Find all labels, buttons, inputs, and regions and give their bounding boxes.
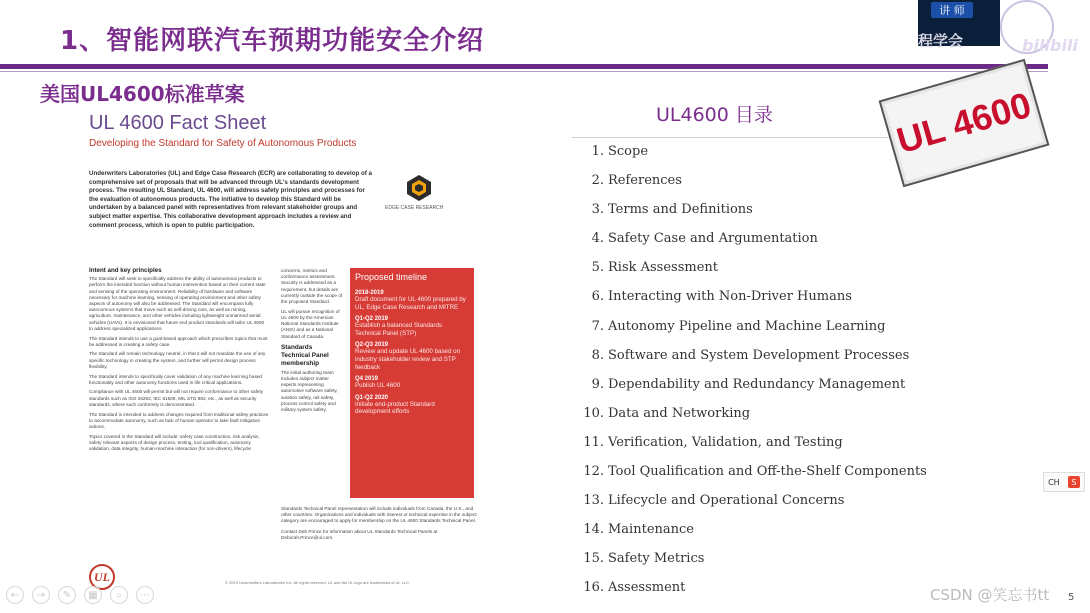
edge-case-research-logo-icon [405, 174, 433, 202]
slide-title: 1、智能网联汽车预期功能安全介绍 [60, 26, 485, 56]
presentation-controls [6, 586, 154, 604]
pen-tool-button[interactable]: ✎ [58, 586, 76, 604]
timeline-text: Draft document for UL 4600 prepared by UL, Edge Case Research and MITRE [355, 296, 466, 311]
principle-paragraph: The Standard will seek to specifically address the ability of autonomous products to perform the intended function without human intervention based on their current state and sensing of the operating environment. Reliability of hardware and software necessary for machine learning, sensing of operating environment and other safety aspects of autonomy will also be addressed. The Standard will encompass fully autonomous systems that move such as self-driving cars, as well as mining, agriculture, maintenance, and other vehicles including lightweight unmanned aerial vehicles (UAVs). It is envisioned that future end product standards will tailor UL 4600 to address specialized applications. [89, 276, 266, 331]
toc-item: 12. Tool Qualification and Off-the-Shelf Components [583, 464, 927, 480]
fact-sheet-footer: © 2019 Underwriters Laboratories Inc. All rights reserved. UL and the UL logo are trademarks of UL LLC. [225, 580, 411, 585]
key-principles-heading: Intent and key principles [89, 267, 162, 274]
fact-sheet-document [85, 108, 485, 598]
header-divider [0, 64, 1048, 69]
toc-item: 2. References [591, 173, 682, 189]
toc-item: 8. Software and System Development Processes [591, 347, 910, 363]
timeline-text: Initiate end-product Standard development efforts [355, 400, 435, 416]
toc-item: 3. Terms and Definitions [591, 202, 753, 218]
timeline-heading: Proposed timeline [355, 272, 428, 282]
prev-slide-button[interactable]: ← [6, 586, 24, 604]
ime-indicator[interactable] [1043, 472, 1085, 492]
toc-item: 15. Safety Metrics [583, 551, 705, 567]
principle-paragraph: The Standard will remain technology neutral, in that it will not mandate the use of any specific technology in creating the system, and further will permit design process flexibility. [89, 351, 266, 369]
principle-paragraph: Topics covered in the Standard will include: safety case construction, risk analysis, safety relevant aspects of design process, testing, tool qualification, autonomy validation, data integrity, human-machine interaction (for non-drivers), lifecycle [89, 433, 260, 452]
middle-column [281, 268, 343, 417]
timeline-text: Establish a balanced Standards Technical Panel (STP) [355, 322, 443, 337]
ul-logo-icon: UL [89, 564, 115, 590]
contact-paragraph: Contact Deb Prince for information about UL Standards Technical Panels at Deborah.Prince@ul.com. [281, 528, 438, 540]
proposed-timeline-box [350, 268, 474, 498]
principle-paragraph: The Standard is intended to address changes required from traditional safety practices to accommodate autonomy, such as lack of human operator to take fault mitigation actions. [89, 411, 269, 429]
timeline-period: Q1-Q2 2020 [355, 394, 389, 401]
ime-language-label: CH [1048, 477, 1060, 487]
stp-representation-text [281, 506, 477, 545]
middle-paragraph: UL will pursue recognition of UL 4600 by the American National Standards Institute (ANSI) and as a National Standard of Canada. [281, 308, 340, 339]
fact-sheet-title: UL 4600 Fact Sheet [89, 112, 267, 134]
principle-paragraph: Compliance with UL 4600 will permit but will not require conformance to other safety standards such as ISO 26262, IEC 61508, MIL STD 882, etc., as well as security standards, where such conformity is demonstrated. [89, 389, 264, 407]
header-divider-thin [0, 71, 1048, 72]
toc-item: 9. Dependability and Redundancy Management [591, 376, 906, 392]
next-slide-button[interactable]: → [32, 586, 50, 604]
timeline-period: 2018-2019 [355, 290, 384, 296]
lecturer-badge: 讲 师 [931, 2, 973, 18]
toc-item: 10. Data and Networking [583, 405, 751, 421]
fact-sheet-subtitle: Developing the Standard for Safety of Autonomous Products [89, 138, 357, 149]
toc-item: 13. Lifecycle and Operational Concerns [583, 493, 845, 509]
principle-paragraph: The Standard intends to specifically cover validation of any machine learning based functionality and other autonomy functions used in life critical applications. [89, 373, 263, 385]
toc-title: UL4600 目录 [656, 104, 773, 126]
toc-item: 11. Verification, Validation, and Testing [583, 434, 843, 450]
toc-item: 16. Assessment [583, 580, 686, 596]
channel-watermark: 程学会 [918, 32, 964, 50]
timeline-period: Q2-Q3 2019 [355, 342, 389, 349]
toc-item: 14. Maintenance [583, 522, 694, 538]
timeline-period: Q4 2019 [355, 376, 379, 383]
stp-representation-paragraph: Standards Technical Panel representation will include individuals from Canada, the U.S., and other countries. Organizations and individuals with interest or technical expertise in the subject category are encouraged to apply for membership on the UL 4600 Standards Technical Panel. [281, 506, 477, 524]
middle-paragraph: concerns, metrics and conformance assessment. Security is addressed as a requirement, but details are currently outside the scope of the proposed Standard. [281, 268, 343, 305]
slides-overview-button[interactable]: ▦ [84, 586, 102, 604]
timeline-period: Q1-Q2 2019 [355, 316, 389, 323]
sogou-icon: S [1068, 476, 1080, 488]
stp-membership-heading: Standards Technical Panel membership [281, 343, 329, 367]
page-number: 5 [1068, 592, 1075, 603]
principle-paragraph: The Standard intends to use a goal-based approach which prescribes topics that must be addressed in creating a safety case. [89, 335, 268, 347]
timeline-text: Publish UL 4600 [355, 382, 401, 390]
timeline-text: Review and update UL 4600 based on industry stakeholder review and STP feedback [355, 348, 461, 371]
zoom-button[interactable]: ⌕ [110, 586, 128, 604]
stp-membership-paragraph: The initial authoring team includes subject matter experts representing automotive software safety, aviation safety, rail safety, process control safety and military system safety. [281, 369, 338, 412]
bilibili-watermark: bilibili [1022, 36, 1078, 55]
toc-item: 6. Interacting with Non-Driver Humans [591, 289, 852, 305]
toc-item: 7. Autonomy Pipeline and Machine Learning [591, 318, 886, 334]
ul4600-stamp [879, 59, 1050, 187]
csdn-watermark: CSDN @笑忘书tt [930, 586, 1050, 604]
ecr-label: EDGE CASE RESEARCH [385, 205, 444, 211]
fact-sheet-intro: Underwriters Laboratories (UL) and Edge Case Research (ECR) are collaborating to develop of a comprehensive set of proposals that will be advanced through UL's standards development process. The resulting UL Standard, UL 4600, will address safety principles and processes for the evaluation of autonomous products. The initiative to develop this Standard will be undertaken by a balanced panel with representatives from relevant stakeholder groups and subject matter expertise. This collaborative development approach includes a review and comment process, which is open to public participation. [89, 170, 372, 229]
toc-list [583, 141, 927, 607]
key-principles-column [89, 268, 269, 456]
toc-item: 5. Risk Assessment [591, 260, 719, 276]
section-heading: 美国UL4600标准草案 [40, 82, 245, 106]
ul4600-stamp-text: UL 4600 [892, 83, 1036, 162]
toc-item: 4. Safety Case and Argumentation [591, 231, 818, 247]
toc-item: 1. Scope [591, 144, 649, 159]
more-options-button[interactable]: ⋯ [136, 586, 154, 604]
